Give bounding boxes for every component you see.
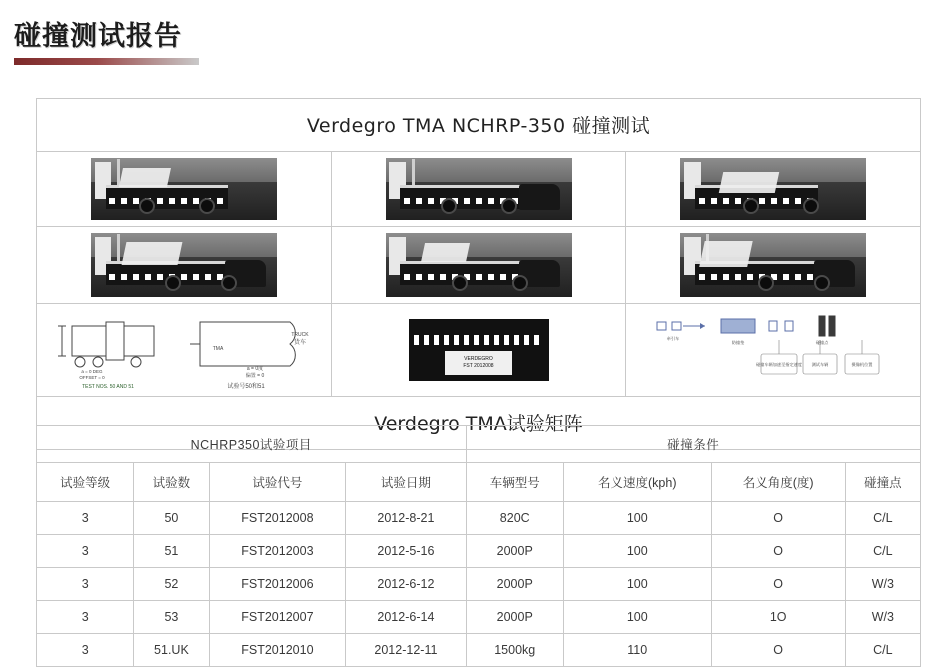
matrix-column-header-7: 名义角度(度): [711, 463, 845, 502]
matrix-cell-试验数: 51.UK: [134, 634, 209, 667]
crash-photo-4: [91, 233, 277, 297]
crash-photo-6: [680, 233, 866, 297]
matrix-column-header-4: 试验日期: [346, 463, 466, 502]
matrix-cell-名义速度(kph): 100: [563, 535, 711, 568]
procedure-note-2: 碰撞点: [815, 340, 829, 345]
matrix-tbody: [37, 502, 921, 667]
photo-pole: [412, 159, 415, 185]
photo-cell-1: [37, 152, 332, 226]
matrix-cell-试验等级: 3: [37, 502, 134, 535]
matrix-column-header-row: [37, 463, 921, 502]
matrix-cell-试验代号: FST2012007: [209, 601, 346, 634]
photo-cab: [519, 184, 560, 210]
matrix-cell-名义速度(kph): 100: [563, 601, 711, 634]
matrix-cell-试验数: 50: [134, 502, 209, 535]
matrix-cell-试验日期: 2012-12-11: [346, 634, 466, 667]
matrix-cell-碰撞点: W/3: [845, 568, 920, 601]
photo-impact-debris: [119, 168, 171, 187]
diagram-footer-right: 试验号50和51: [227, 384, 265, 390]
matrix-cell-试验日期: 2012-8-21: [346, 502, 466, 535]
matrix-column-header-8: 碰撞点: [845, 463, 920, 502]
matrix-cell-名义角度(度): 1O: [711, 601, 845, 634]
diagram-label-truck-en: TRUCK: [291, 332, 309, 338]
matrix-cell-名义速度(kph): 100: [563, 568, 711, 601]
diagram-note-right-2: 偏置 = 0: [245, 373, 265, 379]
matrix-cell-车辆型号: 820C: [466, 502, 563, 535]
diagram-label-tma: TMA: [212, 346, 224, 352]
photo-wheel-front: [758, 275, 774, 291]
test-id-card-line2: FST 2012008: [463, 363, 494, 370]
photo-wheel-front: [452, 275, 468, 291]
photo-pole: [117, 234, 120, 261]
table-row: [37, 535, 921, 568]
photo-wheel-rear: [501, 198, 517, 214]
photo-truck-stripe: [414, 335, 543, 345]
matrix-cell-碰撞点: C/L: [845, 502, 920, 535]
matrix-cell-试验数: 52: [134, 568, 209, 601]
table-row: [37, 502, 921, 535]
test-id-card: [445, 351, 512, 375]
diagram-row: [37, 304, 920, 397]
photo-impact-debris: [421, 243, 470, 262]
procedure-note-5: 防撞垫: [731, 340, 745, 345]
crash-test-report-table: [36, 98, 921, 450]
test-procedure-diagram: [626, 304, 920, 396]
photo-wheel-front: [165, 275, 181, 291]
matrix-column-header-1: 试验等级: [37, 463, 134, 502]
photo-impact-debris: [122, 242, 183, 265]
matrix-cell-车辆型号: 1500kg: [466, 634, 563, 667]
matrix-group-header-row: [37, 426, 921, 463]
procedure-note-3: 测试车辆: [811, 362, 829, 367]
matrix-cell-车辆型号: 2000P: [466, 535, 563, 568]
matrix-cell-试验等级: 3: [37, 568, 134, 601]
matrix-group-header-2: 碰撞条件: [466, 426, 920, 463]
impact-setup-diagram: [37, 304, 332, 396]
table-row: [37, 568, 921, 601]
photo-cell-5: [332, 227, 627, 303]
matrix-cell-试验数: 53: [134, 601, 209, 634]
matrix-cell-试验代号: FST2012008: [209, 502, 346, 535]
top-banner-title: Verdegro TMA NCHRP-350 碰撞测试: [306, 115, 651, 137]
diagram-note-left-2: OFFSET = 0: [79, 375, 105, 380]
photo-wheel-rear: [512, 275, 528, 291]
matrix-thead: [37, 426, 921, 502]
procedure-note-4: 摄像机位置: [851, 362, 873, 367]
photo-cell-6: [626, 227, 920, 303]
matrix-cell-碰撞点: W/3: [845, 601, 920, 634]
crash-photo-1: [91, 158, 277, 220]
photo-impact-debris: [700, 241, 754, 267]
photo-wheel-front: [441, 198, 457, 214]
procedure-schematic-svg: [643, 310, 903, 390]
photo-wheel-front: [139, 198, 155, 214]
matrix-cell-碰撞点: C/L: [845, 535, 920, 568]
crash-photo-2: [386, 158, 572, 220]
matrix-cell-试验代号: FST2012010: [209, 634, 346, 667]
crash-photo-5: [386, 233, 572, 297]
photo-truck-stripe: [699, 274, 814, 280]
matrix-cell-名义角度(度): O: [711, 568, 845, 601]
matrix-banner-title: Verdegro TMA试验矩阵: [374, 413, 583, 435]
top-banner-row: [37, 99, 920, 152]
matrix-cell-试验日期: 2012-6-12: [346, 568, 466, 601]
matrix-cell-试验数: 51: [134, 535, 209, 568]
matrix-column-header-2: 试验数: [134, 463, 209, 502]
table-row: [37, 634, 921, 667]
matrix-cell-名义速度(kph): 100: [563, 502, 711, 535]
procedure-note-1: 碰撞车辆加速至指定速度: [756, 362, 803, 367]
photo-wheel-rear: [803, 198, 819, 214]
photo-wheel-rear: [221, 275, 237, 291]
matrix-cell-试验等级: 3: [37, 535, 134, 568]
test-id-photo: [409, 319, 549, 381]
title-underline-rule: [14, 58, 199, 65]
photo-sky: [386, 233, 572, 257]
matrix-cell-碰撞点: C/L: [845, 634, 920, 667]
test-id-photo-cell: [332, 304, 627, 396]
matrix-cell-试验日期: 2012-6-14: [346, 601, 466, 634]
test-id-card-line1: VERDEGRO: [464, 355, 493, 362]
matrix-cell-车辆型号: 2000P: [466, 601, 563, 634]
photo-impact-debris: [719, 172, 779, 193]
matrix-cell-试验等级: 3: [37, 634, 134, 667]
photo-cell-4: [37, 227, 332, 303]
matrix-cell-名义角度(度): O: [711, 634, 845, 667]
photo-row-2: [37, 227, 920, 304]
diagram-footer-left: TEST NOS. 50 AND 51: [81, 384, 134, 390]
matrix-cell-车辆型号: 2000P: [466, 568, 563, 601]
matrix-cell-名义速度(kph): 110: [563, 634, 711, 667]
matrix-cell-名义角度(度): O: [711, 502, 845, 535]
matrix-column-header-3: 试验代号: [209, 463, 346, 502]
test-matrix-table: [36, 425, 921, 667]
diagram-label-truck-cn: 货车: [293, 340, 306, 346]
matrix-cell-试验代号: FST2012003: [209, 535, 346, 568]
matrix-cell-试验日期: 2012-5-16: [346, 535, 466, 568]
page-title: 碰撞测试报告: [14, 21, 182, 52]
crash-photo-3: [680, 158, 866, 220]
table-row: [37, 601, 921, 634]
matrix-cell-试验等级: 3: [37, 601, 134, 634]
setup-schematic-svg: [50, 310, 318, 390]
matrix-column-header-6: 名义速度(kph): [563, 463, 711, 502]
matrix-column-header-5: 车辆型号: [466, 463, 563, 502]
procedure-note-6: 牵引车: [666, 336, 680, 341]
photo-cell-3: [626, 152, 920, 226]
photo-row-1: [37, 152, 920, 227]
diagram-note-left-1: a = 0 DEG: [81, 369, 103, 374]
photo-wheel-rear: [814, 275, 830, 291]
matrix-cell-名义角度(度): O: [711, 535, 845, 568]
diagram-note-right-1: a = 0度: [246, 366, 263, 372]
photo-wheel-rear: [199, 198, 215, 214]
photo-cell-2: [332, 152, 627, 226]
matrix-cell-试验代号: FST2012006: [209, 568, 346, 601]
matrix-group-header-1: NCHRP350试验项目: [37, 426, 467, 463]
